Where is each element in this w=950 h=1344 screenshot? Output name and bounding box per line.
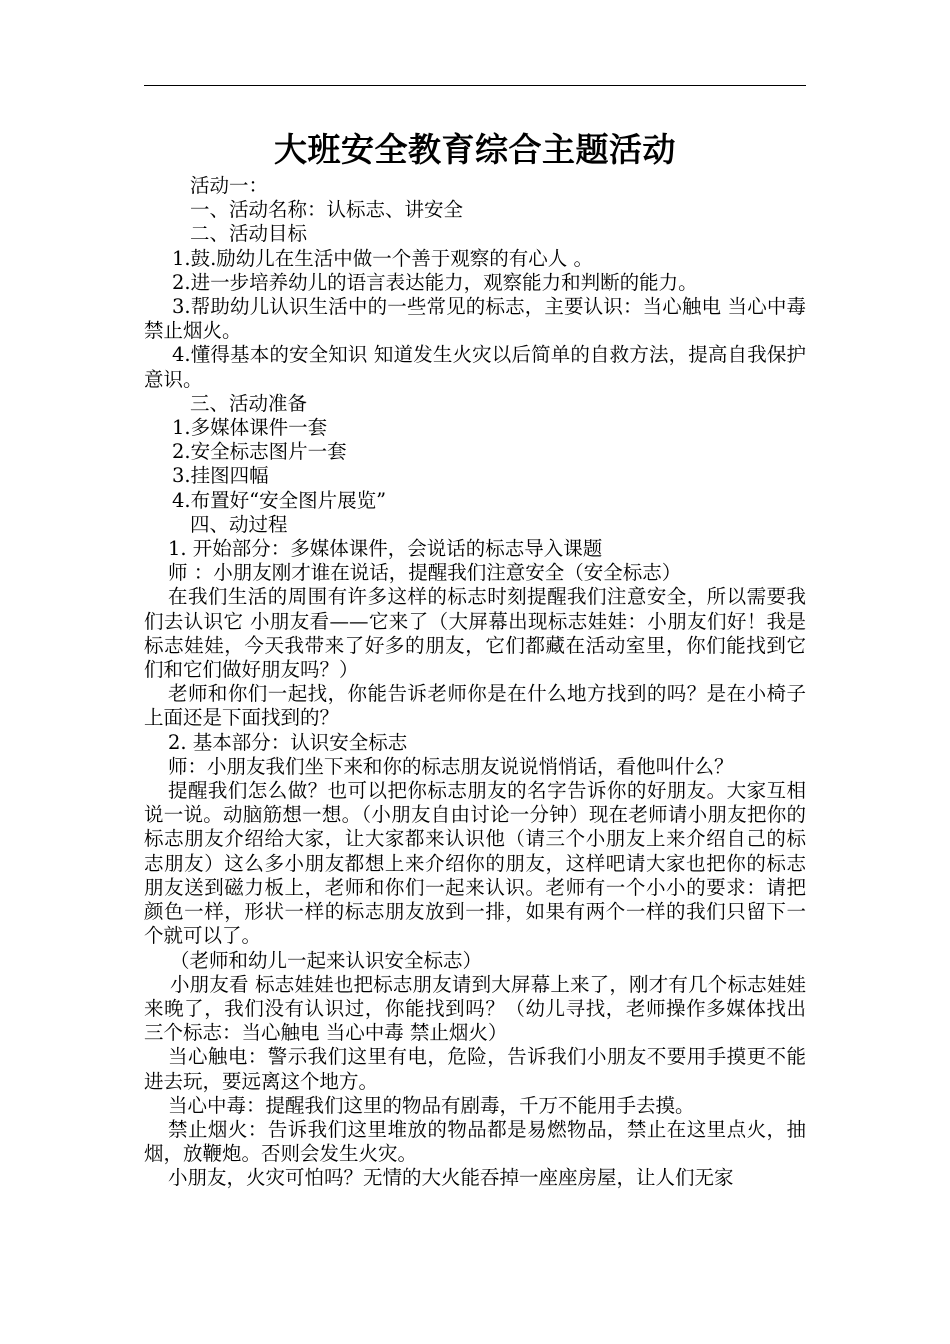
paragraph: 3.帮助幼儿认识生活中的一些常见的标志，主要认识：当心触电 当心中毒 禁止烟火。 xyxy=(144,295,806,343)
paragraph: （老师和幼儿一起来认识安全标志） xyxy=(170,948,483,972)
document-body xyxy=(144,174,806,1191)
paragraph: 2.进一步培养幼儿的语言表达能力，观察能力和判断的能力。 xyxy=(172,270,698,294)
paragraph: 一、活动名称：认标志、讲安全 xyxy=(190,198,464,222)
paragraph: 四、动过程 xyxy=(190,512,288,536)
header-rule xyxy=(144,85,806,86)
paragraph: 小朋友看 标志娃娃也把标志朋友请到大屏幕上来了，刚才有几个标志娃娃来晚了，我们没有认识过，你能找到吗？（幼儿寻找，老师操作多媒体找出三个标志：当心触电 当心中毒 禁止烟火） xyxy=(144,972,806,1045)
paragraph: 活动一： xyxy=(190,174,269,197)
paragraph: 1.鼓.励幼儿在生活中做一个善于观察的有心人 。 xyxy=(172,246,594,270)
paragraph: 2.安全标志图片一套 xyxy=(172,440,347,464)
paragraph: 二、活动目标 xyxy=(190,222,308,246)
paragraph: 师：小朋友我们坐下来和你的标志朋友说说悄悄话，看他叫什么？ xyxy=(168,754,734,778)
paragraph: 2. 基本部分：认识安全标志 xyxy=(168,730,408,754)
paragraph: 1.多媒体课件一套 xyxy=(172,416,328,440)
paragraph: 提醒我们怎么做？也可以把你标志朋友的名字告诉你的好朋友。大家互相说一说。动脑筋想一想。（小朋友自由讨论一分钟）现在老师请小朋友把你的标志朋友介绍给大家，让大家都来认识他（请三个小朋友上来介绍自己的标志朋友）这么多小朋友都想上来介绍你的朋友，这样吧请大家也把你的标志朋友送到磁力板上，老师和你们一起来认识。老师有一个小小的要求：请把颜色一样，形状一样的标志朋友放到一排，如果有两个一样的我们只留下一个就可以了。 xyxy=(144,779,806,948)
paragraph: 师 ：小朋友刚才谁在说话，提醒我们注意安全（安全标志） xyxy=(168,561,682,585)
paragraph: 4.懂得基本的安全知识 知道发生火灾以后简单的自救方法，提高自我保护意识。 xyxy=(144,343,806,391)
paragraph: 在我们生活的周围有许多这样的标志时刻提醒我们注意安全，所以需要我们去认识它 小朋友看——它来了（大屏幕出现标志娃娃：小朋友们好！我是标志娃娃，今天我带来了好多的朋友，它们都藏在活动室里，你们能找到它们和它们做好朋友吗？） xyxy=(144,585,806,682)
paragraph: 当心中毒：提醒我们这里的物品有剧毒，千万不能用手去摸。 xyxy=(168,1093,695,1117)
paragraph: 老师和你们一起找，你能告诉老师你是在什么地方找到的吗？是在小椅子上面还是下面找到的？ xyxy=(144,682,806,730)
paragraph: 小朋友，火灾可怕吗？无情的大火能吞掉一座座房屋，让人们无家 xyxy=(168,1166,734,1190)
paragraph: 4.布置好“安全图片展览” xyxy=(172,488,387,512)
paragraph: 禁止烟火：告诉我们这里堆放的物品都是易燃物品，禁止在这里点火，抽烟，放鞭炮。否则会发生火灾。 xyxy=(144,1117,806,1166)
paragraph: 三、活动准备 xyxy=(190,391,308,415)
paragraph: 1. 开始部分：多媒体课件，会说话的标志导入课题 xyxy=(168,537,603,561)
document-title: 大班安全教育综合主题活动 xyxy=(274,130,676,169)
paragraph: 3.挂图四幅 xyxy=(172,464,269,488)
paragraph: 当心触电：警示我们这里有电，危险，告诉我们小朋友不要用手摸更不能进去玩，要远离这个地方。 xyxy=(144,1045,806,1093)
